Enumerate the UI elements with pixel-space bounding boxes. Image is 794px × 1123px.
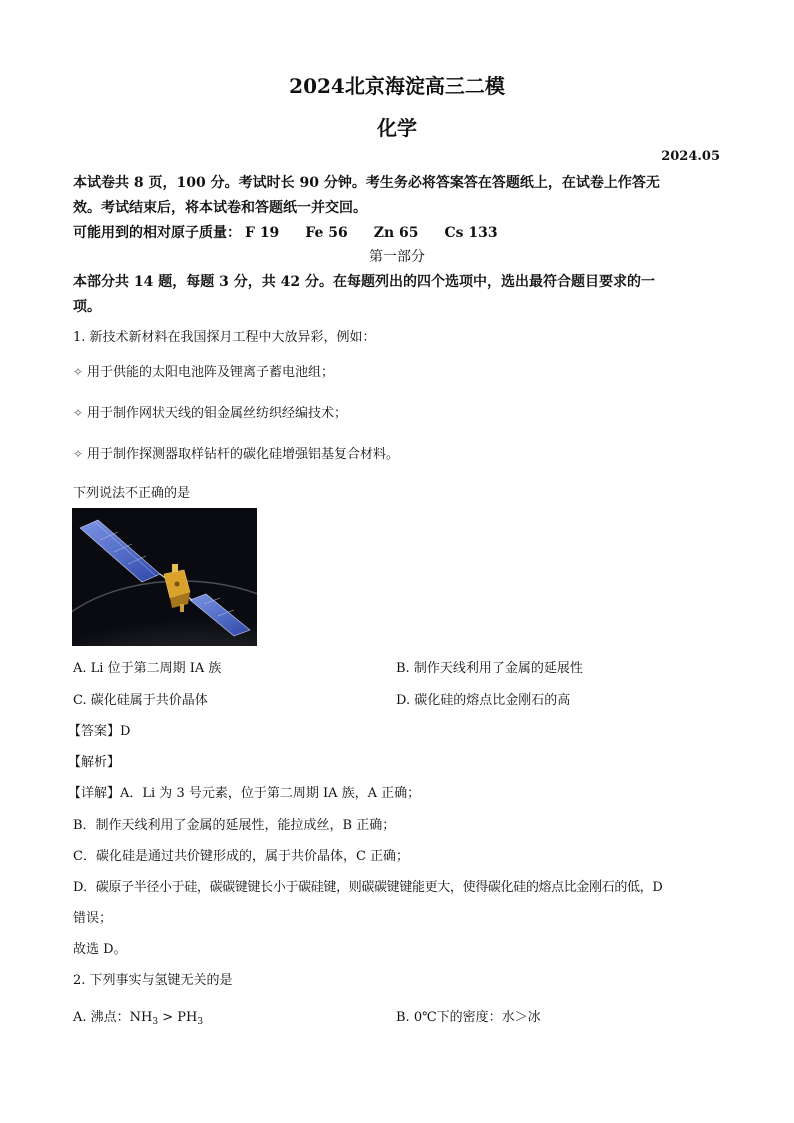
bullet-icon: ✧: [73, 447, 84, 461]
q1-option-c: C. 碳化硅属于共价晶体: [73, 693, 208, 708]
q1-detail-4: D．碳原子半径小于硅，碳碳键键长小于碳硅键，则碳碳键键能更大，使得碳化硅的熔点比金刚石的低，D: [73, 880, 663, 895]
atomic-masses-label: 可能用到的相对原子质量：: [73, 225, 241, 241]
q1-option-a: A. Li 位于第二周期 IA 族: [73, 661, 222, 676]
part-heading: 第一部分: [369, 249, 425, 265]
q1-answer: 【答案】D: [68, 724, 131, 739]
q1-question: 下列说法不正确的是: [73, 486, 191, 501]
q1-detail-1: 【详解】A．Li 为 3 号元素，位于第二周期 IA 族，A 正确；: [68, 786, 421, 801]
q1-detail-3: C．碳化硅是通过共价键形成的，属于共价晶体，C 正确；: [73, 849, 410, 864]
atom-cs: Cs 133: [444, 225, 498, 241]
satellite-image: [72, 508, 257, 646]
q1-detail-5: 错误；: [73, 911, 113, 926]
q1-detail-6: 故选 D。: [73, 942, 127, 957]
part-description-1: 本部分共 14 题，每题 3 分，共 42 分。在每题列出的四个选项中，选出最符合题目要求的一: [73, 274, 655, 290]
atom-f: F 19: [245, 225, 280, 241]
bullet-icon: ✧: [73, 365, 84, 379]
atom-zn: Zn 65: [373, 225, 419, 241]
satellite-illustration: [72, 508, 257, 646]
instructions-line-1: 本试卷共 8 页，100 分。考试时长 90 分钟。考生务必将答案答在答题纸上，在试卷上作答无: [73, 175, 660, 191]
atom-fe: Fe 56: [305, 225, 348, 241]
q1-bullet-3: ✧ 用于制作探测器取样钻杆的碳化硅增强铝基复合材料。: [73, 447, 400, 462]
q1-option-d: D. 碳化硅的熔点比金刚石的高: [396, 693, 571, 708]
bullet-icon: ✧: [73, 406, 84, 420]
page-title: 2024北京海淀高三二模: [289, 74, 505, 98]
instructions-line-2: 效。考试结束后，将本试卷和答题纸一并交回。: [73, 200, 367, 216]
q1-analysis-label: 【解析】: [68, 755, 121, 770]
q1-bullet-1: ✧ 用于供能的太阳电池阵及锂离子蓄电池组；: [73, 365, 335, 380]
q1-bullet-2: ✧ 用于制作网状天线的钼金属丝纺织经编技术；: [73, 406, 348, 421]
exam-date: 2024.05: [661, 149, 720, 164]
q1-detail-2: B．制作天线利用了金属的延展性，能拉成丝，B 正确；: [73, 818, 396, 833]
q2-stem: 2. 下列事实与氢键无关的是: [73, 973, 233, 988]
q1-stem: 1. 新技术新材料在我国探月工程中大放异彩，例如：: [73, 330, 376, 345]
part-description-2: 项。: [73, 299, 101, 315]
subject-title: 化学: [377, 116, 417, 140]
q1-option-b: B. 制作天线利用了金属的延展性: [396, 661, 583, 676]
q2-option-a: A. 沸点：$NH_3 > PH_3$: [73, 1010, 204, 1027]
atomic-masses: [73, 222, 498, 242]
q2-option-b: B. 0℃下的密度：水＞冰: [396, 1010, 541, 1025]
